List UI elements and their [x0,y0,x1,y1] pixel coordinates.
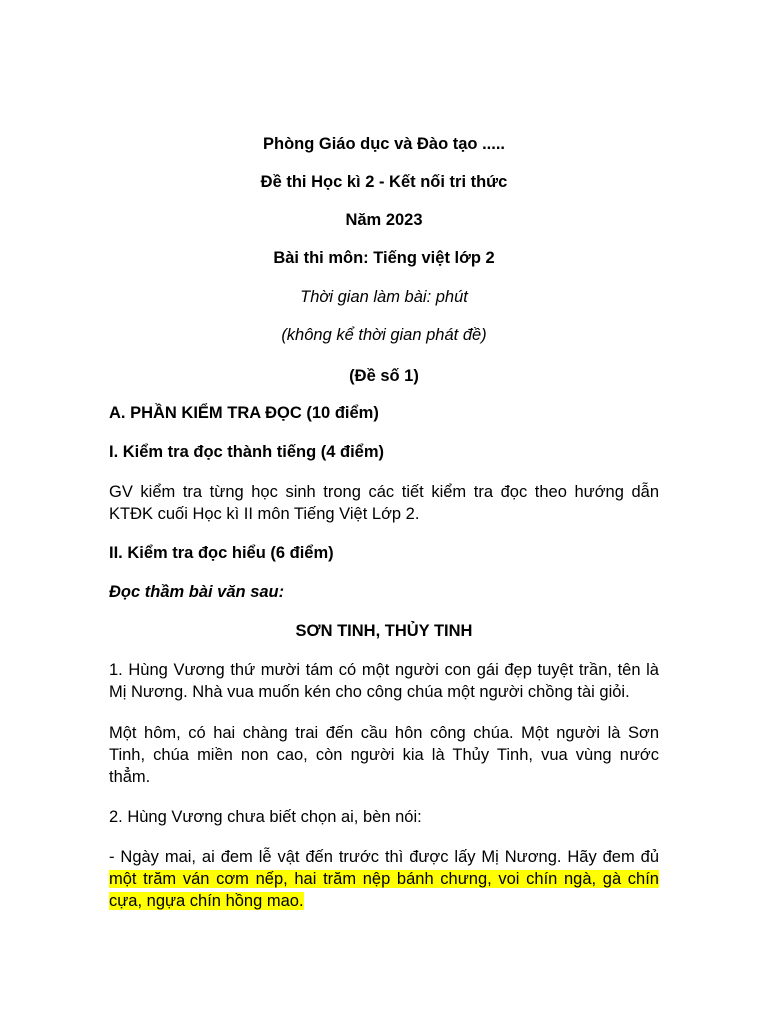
part1-line: GV kiểm tra từng học sinh trong các tiết kiểm tra đọc theo hướng dẫn [109,483,659,501]
story-line: thẳm. [109,768,151,786]
reading-instruction: Đọc thầm bài văn sau: [109,583,285,601]
story-line-highlighted [109,868,659,890]
part2-title: II. Kiểm tra đọc hiểu (6 điểm) [109,544,334,562]
story-line: Tinh, chúa miền non cao, còn người kia là Thủy Tinh, vua vùng nước [109,746,659,764]
part1-paragraph [109,481,659,525]
exam-year: Năm 2023 [345,211,423,229]
exam-subject: Bài thi môn: Tiếng việt lớp 2 [273,249,495,267]
part1-title: I. Kiểm tra đọc thành tiếng (4 điểm) [109,443,385,461]
highlighted-text: một trăm ván cơm nếp, hai trăm nệp bánh chưng, voi chín ngà, gà chín [109,870,659,888]
document-page [109,0,659,1024]
story-line-highlighted [109,890,659,912]
department-heading: Phòng Giáo dục và Đào tạo ..... [262,135,506,153]
story-paragraph-2 [109,722,659,788]
section-a-title: A. PHẦN KIỂM TRA ĐỌC (10 điểm) [109,404,379,422]
story-paragraph-1 [109,659,659,703]
story-title: SƠN TINH, THỦY TINH [295,622,473,640]
exam-title: Đề thi Học kì 2 - Kết nối tri thức [260,173,508,191]
part1-line: KTĐK cuối Học kì II môn Tiếng Việt Lớp 2. [109,505,420,523]
story-paragraph-4 [109,846,659,912]
story-line: Một hôm, có hai chàng trai đến cầu hôn công chúa. Một người là Sơn [109,724,659,742]
story-line: - Ngày mai, ai đem lễ vật đến trước thì được lấy Mị Nương. Hãy đem đủ [109,848,659,866]
story-line: Mị Nương. Nhà vua muốn kén cho công chúa một người chồng tài giỏi. [109,683,630,701]
exam-note: (không kể thời gian phát đề) [281,326,487,344]
exam-number: (Đề số 1) [349,367,419,385]
story-line: 2. Hùng Vương chưa biết chọn ai, bèn nói: [109,808,422,826]
story-line: 1. Hùng Vương thứ mười tám có một người con gái đẹp tuyệt trần, tên là [109,661,659,679]
story-paragraph-3 [109,806,659,828]
exam-duration: Thời gian làm bài: phút [300,288,468,306]
highlighted-text: cựa, ngựa chín hồng mao. [109,892,304,910]
